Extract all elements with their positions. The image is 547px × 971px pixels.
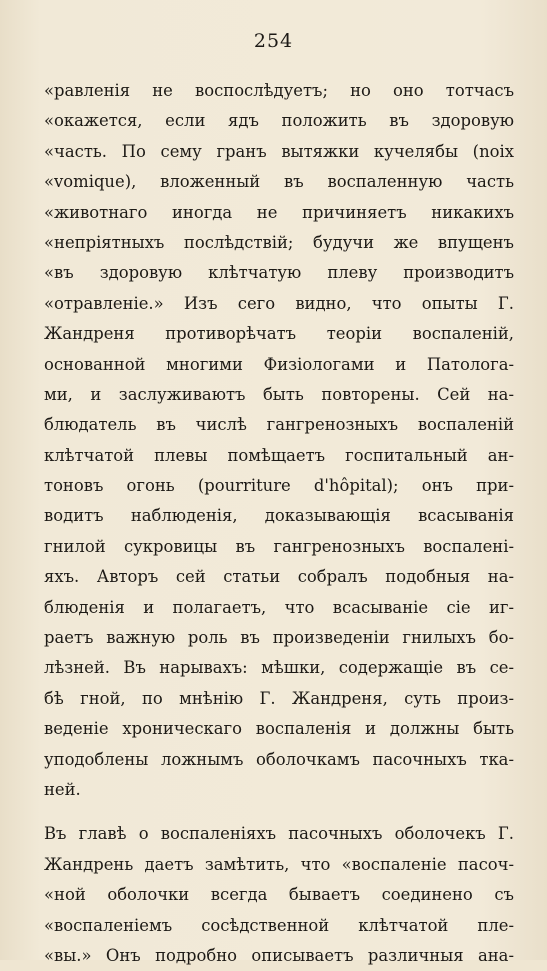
paragraph-gap — [44, 805, 514, 819]
text-line: «окажется, если ядъ положить въ здоровую — [44, 111, 514, 131]
body-text — [44, 76, 514, 971]
paragraph — [44, 819, 514, 971]
text-line: уподоблены ложнымъ оболочкамъ пасочныхъ тка- — [44, 749, 514, 769]
text-line: «въ здоровую клѣтчатую плеву производитъ — [44, 263, 514, 283]
text-line: бѣ гной, по мнѣнію Г. Жандреня, суть произ- — [44, 688, 514, 708]
text-line: Жандрень даетъ замѣтить, что «воспаленіе пасоч- — [44, 854, 514, 874]
text-line: раетъ важную роль въ произведеніи гнилыхъ бо- — [44, 628, 514, 648]
text-line: тоновъ огонь (pourriture d'hôpital); онъ при- — [44, 476, 514, 496]
text-line: «часть. По сему гранъ вытяжки кучелябы (noix — [44, 141, 514, 161]
text-line: «воспаленіемъ сосѣдственной клѣтчатой пле- — [44, 915, 514, 935]
text-line: ми, и заслуживаютъ быть повторены. Сей на- — [44, 384, 514, 404]
text-line: блюдатель въ числѣ гангренозныхъ воспаленій — [44, 415, 514, 435]
text-line: блюденія и полагаетъ, что всасываніе сіе иг- — [44, 597, 514, 617]
text-line: «отравленіе.» Изъ сего видно, что опыты Г. — [44, 293, 514, 313]
text-line: веденіе хроническаго воспаленія и должны быть — [44, 719, 514, 739]
text-line: «непріятныхъ послѣдствій; будучи же впущенъ — [44, 232, 514, 252]
text-line: яхъ. Авторъ сей статьи собралъ подобныя на- — [44, 567, 514, 587]
text-line: лѣзней. Въ нарывахъ: мѣшки, содержащіе въ се- — [44, 658, 514, 678]
text-line: гнилой сукровицы въ гангренозныхъ воспалені- — [44, 536, 514, 556]
page-number: 254 — [253, 30, 294, 52]
text-line: водитъ наблюденія, доказывающія всасыванія — [44, 506, 514, 526]
text-line: «ной оболочки всегда бываетъ соединено съ — [44, 885, 514, 905]
paragraph — [44, 76, 514, 805]
text-line: «животнаго иногда не причиняетъ никакихъ — [44, 202, 514, 222]
text-line: клѣтчатой плевы помѣщаетъ госпитальный ан- — [44, 445, 514, 465]
text-line: «vomique), вложенный въ воспаленную часть — [44, 172, 514, 192]
text-line: основанной многими Физіологами и Патолога- — [44, 354, 514, 374]
text-line: Жандреня противорѣчатъ теоріи воспаленій, — [44, 324, 514, 344]
text-line: «вы.» Онъ подробно описываетъ различныя ана- — [44, 945, 514, 965]
text-line: Въ главѣ о воспаленіяхъ пасочныхъ оболочекъ Г. — [44, 824, 514, 844]
text-line: «равленія не воспослѣдуетъ; но оно тотчасъ — [44, 81, 514, 100]
text-line: ней. — [44, 779, 81, 799]
